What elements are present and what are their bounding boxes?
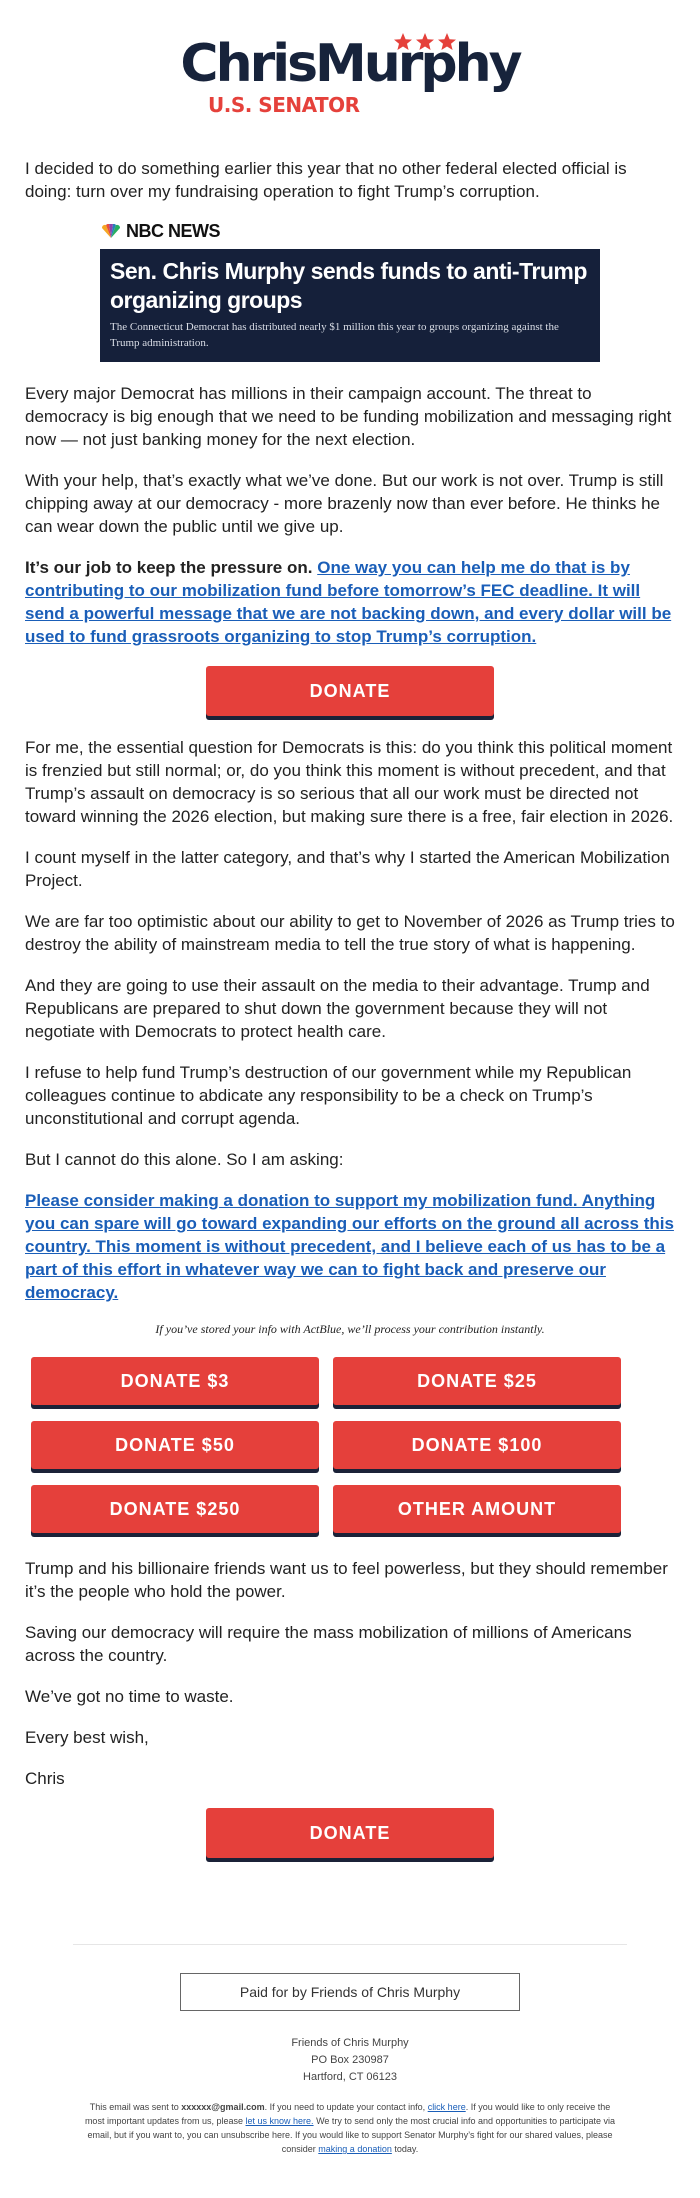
paragraph: We are far too optimistic about our ability to get to November of 2026 as Trump tries to destroy the ability of mainstream media to tell the true story of what is happening. bbox=[25, 912, 675, 954]
news-brand-text: NBC NEWS bbox=[126, 220, 220, 241]
donate-250-button[interactable]: DONATE $250 bbox=[31, 1485, 319, 1533]
important-updates-link[interactable]: let us know here. bbox=[245, 2116, 314, 2126]
mailing-address bbox=[0, 2035, 700, 2086]
footer-divider bbox=[73, 1944, 627, 1945]
news-card[interactable] bbox=[100, 221, 600, 362]
peacock-icon bbox=[100, 224, 122, 238]
paragraph: For me, the essential question for Democrats is this: do you think this political moment is frenzied but still normal; or, do you think this moment is without precedent, and that Trump’s assault on democracy is so serious that all our work must be directed not toward winning the 2026 election, but making sure there is a free, fair election in 2026. bbox=[25, 738, 674, 826]
fine-text: . If you need to update your contact info, bbox=[264, 2102, 428, 2112]
news-brand bbox=[100, 221, 600, 241]
fine-text: We try to send only the most crucial info and opportunities to participate via email, but if you want to, you can unsubscribe here. If you would like to support Senator Murphy’s fight for our shared values, please consider bbox=[87, 2116, 616, 2154]
donate-3-button[interactable]: DONATE $3 bbox=[31, 1357, 319, 1405]
donate-button-bottom[interactable]: DONATE bbox=[206, 1808, 494, 1858]
donate-25-button[interactable]: DONATE $25 bbox=[333, 1357, 621, 1405]
donation-link[interactable]: Please consider making a donation to support my mobilization fund. Anything you can spare will go toward expanding our efforts on the ground all across this country. This moment is without precedent, and I believe each of us has to be a part of this effort in whatever way we can to fight back and preserve our democracy. bbox=[25, 1191, 674, 1302]
logo-subtitle: U.S. SENATOR bbox=[208, 93, 360, 117]
ask-paragraph bbox=[25, 556, 675, 648]
logo bbox=[0, 0, 700, 120]
logo-name: ChrisMurphy bbox=[180, 34, 520, 94]
donate-50-button[interactable]: DONATE $50 bbox=[31, 1421, 319, 1469]
paragraph: Saving our democracy will require the mass mobilization of millions of Americans across the country. bbox=[25, 1623, 632, 1665]
fine-text: . If you would like to only receive the most important updates from us, please bbox=[84, 2102, 611, 2126]
paragraph: With your help, that’s exactly what we’ve done. But our work is not over. Trump is still chipping away at our democracy - more brazenly now than ever before. He thinks he can wear down the public until we give up. bbox=[25, 471, 664, 536]
intro-paragraph: I decided to do something earlier this year that no other federal elected official is doing: turn over my fundraising operation to fight Trump’s corruption. bbox=[25, 159, 627, 201]
news-headline: Sen. Chris Murphy sends funds to anti-Trump organizing groups bbox=[110, 258, 587, 313]
mobilization-fund-link[interactable]: One way you can help me do that is by contributing to our mobilization fund before tomorrow’s FEC deadline. It will send a powerful message that we are not backing down, and every dollar will be used to fund grassroots organizing to stop Trump’s corruption. bbox=[25, 558, 672, 646]
paragraph: But I cannot do this alone. So I am asking: bbox=[25, 1150, 344, 1169]
paid-for-box: Paid for by Friends of Chris Murphy bbox=[180, 1973, 520, 2011]
paragraph: We’ve got no time to waste. bbox=[25, 1687, 234, 1706]
address-line: Friends of Chris Murphy bbox=[291, 2037, 409, 2049]
news-subhead: The Connecticut Democrat has distributed nearly $1 million this year to groups organizing against the Trump administration. bbox=[110, 321, 559, 349]
fine-text: today. bbox=[391, 2144, 419, 2154]
fine-text: This email was sent to bbox=[89, 2102, 182, 2112]
news-banner bbox=[100, 249, 600, 362]
sign-off: Every best wish, bbox=[25, 1728, 149, 1747]
making-donation-link[interactable]: making a donation bbox=[318, 2144, 392, 2154]
ask-bold-text: It’s our job to keep the pressure on. bbox=[25, 558, 313, 577]
donate-100-button[interactable]: DONATE $100 bbox=[333, 1421, 621, 1469]
other-amount-button[interactable]: OTHER AMOUNT bbox=[333, 1485, 621, 1533]
paragraph: I refuse to help fund Trump’s destruction of our government while my Republican colleagues continue to abdicate any responsibility to be a check on Trump’s unconstitutional and corrupt agenda. bbox=[25, 1063, 632, 1128]
fine-print bbox=[80, 2100, 620, 2156]
recipient-email: xxxxxx@gmail.com bbox=[181, 2102, 265, 2112]
donate-button[interactable]: DONATE bbox=[206, 666, 494, 716]
address-line: Hartford, CT 06123 bbox=[303, 2071, 397, 2083]
address-line: PO Box 230987 bbox=[311, 2054, 389, 2066]
donation-amounts bbox=[31, 1357, 700, 1533]
update-contact-link[interactable]: click here bbox=[427, 2102, 466, 2112]
paragraph: I count myself in the latter category, and that’s why I started the American Mobilization Project. bbox=[25, 848, 670, 890]
paragraph: Every major Democrat has millions in their campaign account. The threat to democracy is big enough that we need to be funding mobilization and messaging right now — not just banking money for the next election. bbox=[25, 384, 672, 449]
paragraph: And they are going to use their assault on the media to their advantage. Trump and Republicans are prepared to shut down the government because they will not negotiate with Democrats to protect health care. bbox=[25, 976, 650, 1041]
actblue-note: If you’ve stored your info with ActBlue, we’ll process your contribution instantly. bbox=[155, 1322, 545, 1336]
paragraph: Trump and his billionaire friends want us to feel powerless, but they should remember it’s the people who hold the power. bbox=[25, 1559, 668, 1601]
ask-paragraph-2 bbox=[25, 1189, 675, 1304]
signature: Chris bbox=[25, 1769, 65, 1788]
